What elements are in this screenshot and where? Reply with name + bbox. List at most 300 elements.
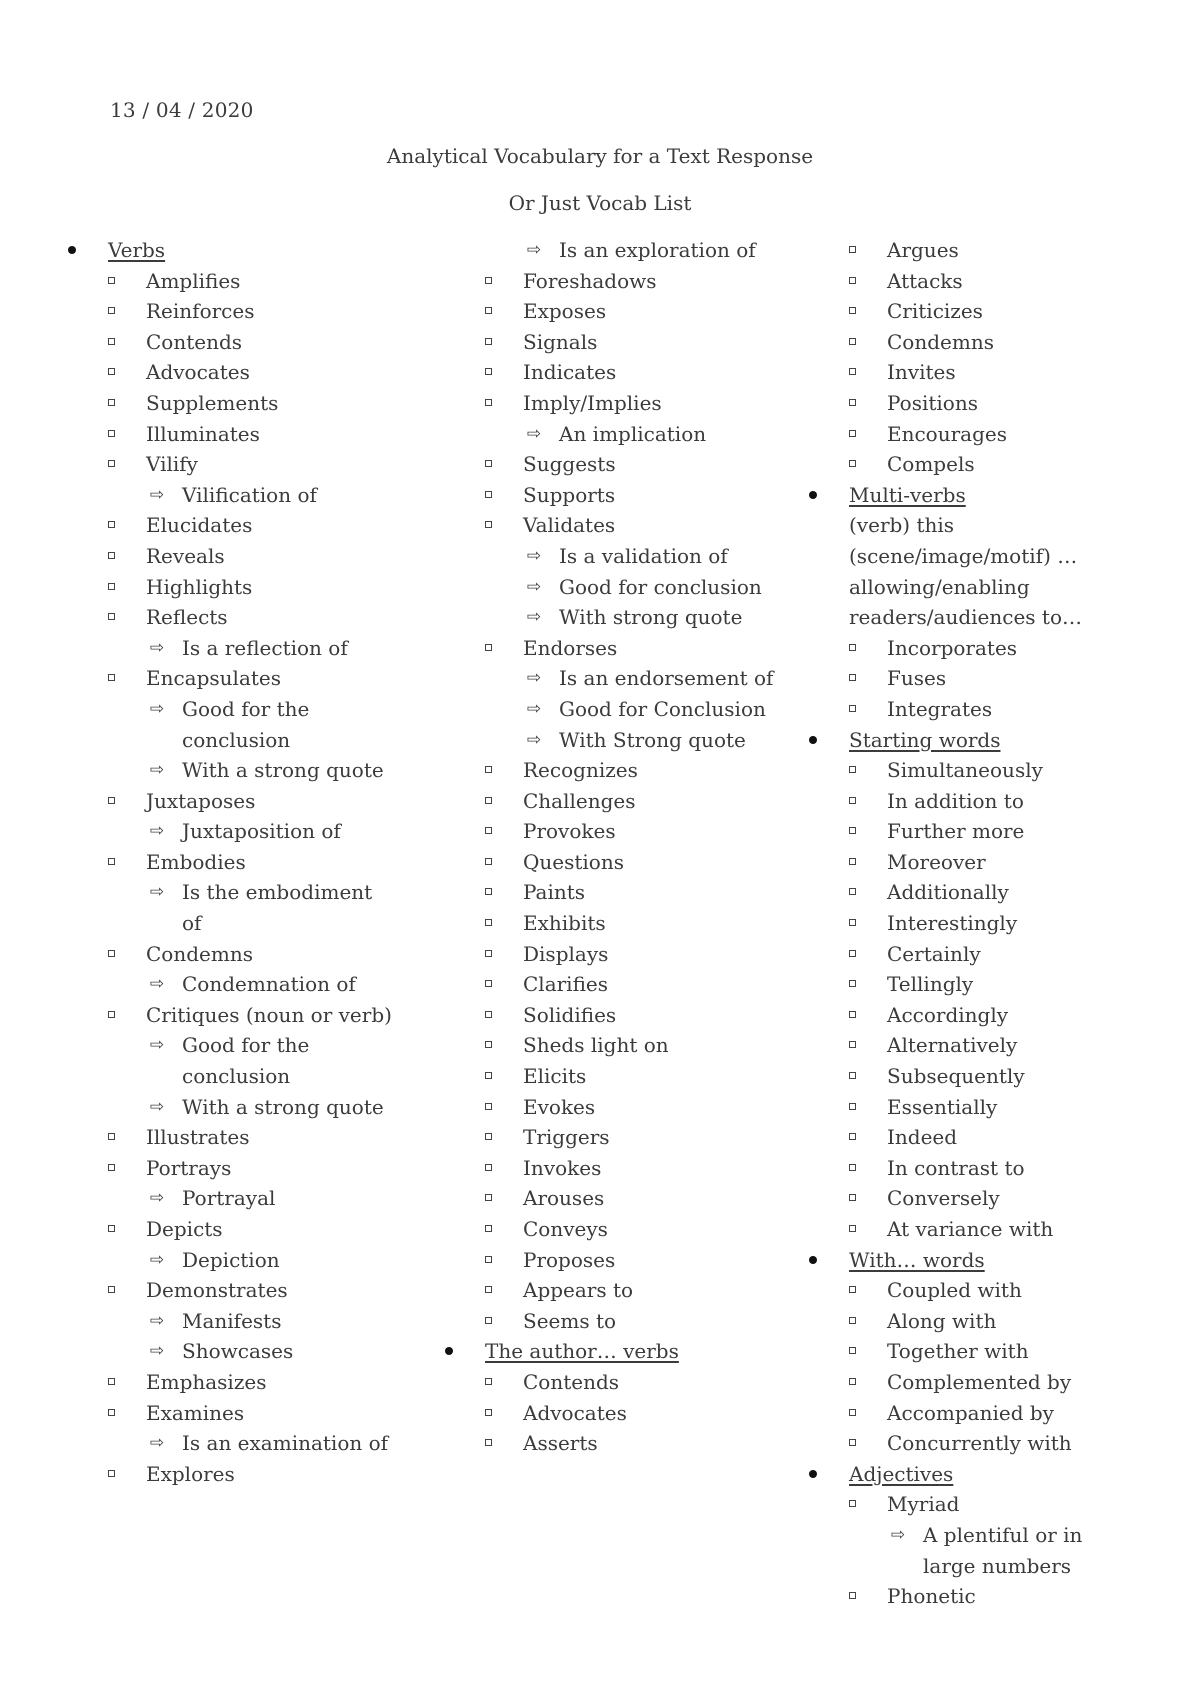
- vocab-item: [443, 877, 783, 908]
- square-bullet-icon: [849, 430, 856, 437]
- item-label: Concurrently with: [887, 1431, 1072, 1456]
- item-label: Emphasizes: [146, 1369, 267, 1394]
- vocab-item: [66, 541, 396, 572]
- vocab-subitem: [807, 1520, 1137, 1581]
- arrow-right-icon: ⇨: [526, 698, 542, 719]
- square-bullet-icon: [849, 368, 856, 375]
- vocab-subitem: [66, 1030, 396, 1091]
- item-label: Verbs: [108, 238, 166, 262]
- vocab-item: [66, 357, 396, 388]
- arrow-right-icon: ⇨: [149, 484, 165, 505]
- square-bullet-icon: [108, 1470, 115, 1477]
- vocab-item: [807, 908, 1137, 939]
- square-bullet-icon: [849, 858, 856, 865]
- square-bullet-icon: [849, 705, 856, 712]
- item-label: Elicits: [523, 1064, 587, 1089]
- arrow-right-icon: ⇨: [526, 607, 542, 628]
- item-label: In addition to: [887, 788, 1024, 813]
- item-label: Invites: [887, 360, 956, 385]
- vocab-item: [807, 1336, 1137, 1367]
- vocab-item: [807, 1122, 1137, 1153]
- vocab-item: [807, 388, 1137, 419]
- item-label: Manifests: [182, 1308, 282, 1333]
- item-label: Myriad: [887, 1492, 960, 1517]
- vocab-item: [66, 1000, 396, 1031]
- square-bullet-icon: [108, 552, 115, 559]
- item-label: Illuminates: [146, 421, 260, 446]
- square-bullet-icon: [108, 858, 115, 865]
- item-label: Sheds light on: [523, 1033, 669, 1058]
- vocab-subitem: [66, 1092, 396, 1123]
- vocab-item: [807, 1000, 1137, 1031]
- item-label: Integrates: [887, 696, 993, 721]
- vocab-item: [443, 1275, 783, 1306]
- section-heading: [807, 1245, 1137, 1276]
- square-bullet-icon: [108, 1409, 115, 1416]
- vocab-item: [807, 1428, 1137, 1459]
- item-label: Encourages: [887, 421, 1007, 446]
- item-label: Accordingly: [887, 1002, 1009, 1027]
- item-label: Starting words: [849, 727, 1001, 752]
- item-label: Fuses: [887, 666, 947, 691]
- vocab-item: [66, 1153, 396, 1184]
- vocab-column-1: [66, 235, 396, 1489]
- document-subtitle: Or Just Vocab List: [508, 191, 692, 215]
- square-bullet-icon: [108, 1225, 115, 1232]
- item-label: Moreover: [887, 849, 986, 874]
- square-bullet-icon: [485, 1072, 492, 1079]
- item-label: Endorses: [523, 635, 618, 660]
- vocab-column-3: [807, 235, 1137, 1612]
- square-bullet-icon: [849, 1500, 856, 1507]
- item-label: Is an endorsement of: [559, 666, 774, 691]
- vocab-item: [443, 1245, 783, 1276]
- item-label: Arouses: [523, 1186, 605, 1211]
- vocab-item: [443, 1122, 783, 1153]
- square-bullet-icon: [849, 1194, 856, 1201]
- arrow-right-icon: ⇨: [149, 882, 165, 903]
- item-label: Conveys: [523, 1217, 608, 1241]
- item-label: Indeed: [887, 1125, 958, 1150]
- square-bullet-icon: [485, 1041, 492, 1048]
- vocab-item: [443, 480, 783, 511]
- square-bullet-icon: [108, 1164, 115, 1171]
- item-label: Embodies: [146, 849, 246, 874]
- square-bullet-icon: [849, 644, 856, 651]
- square-bullet-icon: [849, 1072, 856, 1079]
- item-label: Good for the conclusion: [182, 696, 310, 752]
- vocab-subitem: [443, 541, 783, 572]
- vocab-item: [443, 1153, 783, 1184]
- item-label: Showcases: [182, 1339, 294, 1364]
- item-label: Encapsulates: [146, 666, 282, 691]
- vocab-item: [443, 1092, 783, 1123]
- arrow-right-icon: ⇨: [149, 1249, 165, 1270]
- item-label: Certainly: [887, 941, 981, 966]
- item-label: Depicts: [146, 1217, 223, 1241]
- vocab-item: [66, 602, 396, 633]
- item-label: Good for conclusion: [559, 574, 762, 599]
- square-bullet-icon: [485, 980, 492, 987]
- item-label: Incorporates: [887, 635, 1018, 660]
- arrow-right-icon: ⇨: [149, 1035, 165, 1056]
- vocab-subitem: [443, 663, 783, 694]
- item-label: Additionally: [887, 880, 1009, 905]
- square-bullet-icon: [108, 950, 115, 957]
- square-bullet-icon: [849, 1439, 856, 1446]
- item-label: Examines: [146, 1400, 245, 1425]
- square-bullet-icon: [849, 460, 856, 467]
- square-bullet-icon: [485, 1164, 492, 1171]
- item-label: Juxtaposes: [146, 788, 256, 813]
- square-bullet-icon: [849, 674, 856, 681]
- item-label: Compels: [887, 452, 975, 477]
- item-label: Reinforces: [146, 299, 255, 324]
- square-bullet-icon: [849, 1409, 856, 1416]
- vocab-item: [66, 847, 396, 878]
- arrow-right-icon: ⇨: [526, 668, 542, 689]
- vocab-item: [66, 572, 396, 603]
- square-bullet-icon: [849, 246, 856, 253]
- arrow-right-icon: ⇨: [526, 423, 542, 444]
- square-bullet-icon: [849, 980, 856, 987]
- square-bullet-icon: [849, 399, 856, 406]
- vocab-subitem: [443, 235, 783, 266]
- item-label: Good for the conclusion: [182, 1033, 310, 1089]
- item-label: Is a reflection of: [182, 635, 348, 660]
- item-label: Adjectives: [849, 1461, 954, 1486]
- item-label: Condemns: [146, 941, 253, 966]
- arrow-right-icon: ⇨: [149, 637, 165, 658]
- item-label: Tellingly: [887, 972, 974, 997]
- vocab-subitem: [66, 480, 396, 511]
- item-label: Displays: [523, 941, 609, 966]
- square-bullet-icon: [849, 827, 856, 834]
- vocab-item: [443, 357, 783, 388]
- vocab-subitem: [66, 877, 396, 938]
- square-bullet-icon: [108, 368, 115, 375]
- document-date: 13 / 04 / 2020: [110, 98, 254, 122]
- square-bullet-icon: [485, 338, 492, 345]
- vocab-item: [66, 1275, 396, 1306]
- square-bullet-icon: [485, 1194, 492, 1201]
- item-label: Phonetic: [887, 1584, 976, 1609]
- square-bullet-icon: [485, 1317, 492, 1324]
- item-label: Exposes: [523, 299, 607, 324]
- vocab-item: [807, 1214, 1137, 1245]
- item-label: Attacks: [887, 268, 963, 293]
- square-bullet-icon: [485, 1133, 492, 1140]
- square-bullet-icon: [485, 1256, 492, 1263]
- vocab-item: [443, 1030, 783, 1061]
- vocab-item: [807, 1183, 1137, 1214]
- vocab-subitem: [443, 572, 783, 603]
- vocab-subitem: [66, 1306, 396, 1337]
- arrow-right-icon: ⇨: [149, 698, 165, 719]
- vocab-subitem: [66, 1428, 396, 1459]
- square-bullet-icon: [485, 797, 492, 804]
- vocab-column-2: [443, 235, 783, 1459]
- square-bullet-icon: [849, 1347, 856, 1354]
- square-bullet-icon: [485, 277, 492, 284]
- arrow-right-icon: ⇨: [149, 1096, 165, 1117]
- item-label: Argues: [887, 238, 959, 262]
- item-label: Advocates: [146, 360, 250, 385]
- vocab-item: [807, 327, 1137, 358]
- square-bullet-icon: [849, 1011, 856, 1018]
- item-label: Interestingly: [887, 911, 1018, 936]
- item-label: Supplements: [146, 390, 279, 415]
- vocab-item: [443, 969, 783, 1000]
- vocab-item: [66, 1459, 396, 1490]
- vocab-item: [443, 847, 783, 878]
- item-label: Demonstrates: [146, 1278, 288, 1303]
- item-label: Vilification of: [182, 482, 317, 507]
- square-bullet-icon: [108, 1133, 115, 1140]
- vocab-item: [807, 1581, 1137, 1612]
- item-label: Along with: [887, 1308, 997, 1333]
- item-label: Criticizes: [887, 299, 983, 324]
- vocab-item: [807, 847, 1137, 878]
- item-label: Portrayal: [182, 1186, 276, 1211]
- item-label: Signals: [523, 329, 598, 354]
- item-label: Validates: [523, 513, 616, 538]
- item-label: In contrast to: [887, 1155, 1025, 1180]
- square-bullet-icon: [849, 797, 856, 804]
- arrow-right-icon: ⇨: [526, 545, 542, 566]
- square-bullet-icon: [849, 1164, 856, 1171]
- item-label: Contends: [523, 1369, 620, 1394]
- vocab-item: [807, 266, 1137, 297]
- square-bullet-icon: [849, 919, 856, 926]
- item-label: Indicates: [523, 360, 617, 385]
- item-label: Challenges: [523, 788, 636, 813]
- square-bullet-icon: [108, 521, 115, 528]
- square-bullet-icon: [849, 888, 856, 895]
- item-label: With… words: [849, 1247, 985, 1272]
- section-heading: [807, 1459, 1137, 1490]
- arrow-right-icon: ⇨: [526, 576, 542, 597]
- item-label: With a strong quote: [182, 758, 384, 783]
- bullet-icon: [809, 491, 817, 499]
- arrow-right-icon: ⇨: [149, 1188, 165, 1209]
- item-label: Invokes: [523, 1155, 602, 1180]
- vocab-item: [443, 1214, 783, 1245]
- item-label: Is the embodiment of: [182, 880, 373, 936]
- vocab-item: [66, 786, 396, 817]
- item-label: Reflects: [146, 605, 228, 630]
- item-label: Coupled with: [887, 1278, 1022, 1303]
- item-label: Juxtaposition of: [182, 819, 341, 844]
- item-label: Clarifies: [523, 972, 609, 997]
- item-label: Suggests: [523, 452, 616, 477]
- section-heading: [66, 235, 396, 266]
- vocab-item: [807, 235, 1137, 266]
- square-bullet-icon: [108, 583, 115, 590]
- vocab-item: [443, 1183, 783, 1214]
- vocab-item: [443, 786, 783, 817]
- vocab-item: [807, 1398, 1137, 1429]
- item-label: Appears to: [523, 1278, 634, 1303]
- arrow-right-icon: ⇨: [149, 1310, 165, 1331]
- item-label: Recognizes: [523, 758, 638, 783]
- vocab-item: [807, 633, 1137, 664]
- vocab-item: [443, 266, 783, 297]
- item-label: Conversely: [887, 1186, 1000, 1211]
- vocab-item: [807, 357, 1137, 388]
- vocab-item: [66, 388, 396, 419]
- item-label: Subsequently: [887, 1064, 1025, 1089]
- section-note: (verb) this (scene/image/motif) … allowing/enabling readers/audiences to…: [849, 513, 1082, 630]
- section-heading: [443, 1336, 783, 1367]
- vocab-item: [807, 1367, 1137, 1398]
- vocab-item: [66, 1214, 396, 1245]
- square-bullet-icon: [849, 1133, 856, 1140]
- item-label: Reveals: [146, 543, 225, 568]
- square-bullet-icon: [485, 1225, 492, 1232]
- square-bullet-icon: [485, 368, 492, 375]
- square-bullet-icon: [108, 430, 115, 437]
- vocab-item: [443, 327, 783, 358]
- vocab-item: [807, 296, 1137, 327]
- item-label: Triggers: [523, 1125, 610, 1150]
- square-bullet-icon: [849, 307, 856, 314]
- vocab-item: [66, 1398, 396, 1429]
- item-label: Together with: [887, 1339, 1029, 1364]
- item-label: Is an examination of: [182, 1431, 389, 1456]
- square-bullet-icon: [108, 307, 115, 314]
- vocab-item: [807, 694, 1137, 725]
- vocab-item: [66, 266, 396, 297]
- vocab-subitem: [66, 633, 396, 664]
- square-bullet-icon: [849, 1592, 856, 1599]
- item-label: Highlights: [146, 574, 253, 599]
- square-bullet-icon: [485, 1378, 492, 1385]
- arrow-right-icon: ⇨: [526, 729, 542, 750]
- vocab-item: [443, 1428, 783, 1459]
- vocab-item: [807, 1306, 1137, 1337]
- vocab-item: [807, 419, 1137, 450]
- item-label: Condemnation of: [182, 972, 356, 997]
- item-label: Good for Conclusion: [559, 696, 766, 721]
- square-bullet-icon: [108, 797, 115, 804]
- vocab-subitem: [66, 694, 396, 755]
- arrow-right-icon: ⇨: [149, 760, 165, 781]
- item-label: With a strong quote: [182, 1094, 384, 1119]
- vocab-item: [443, 755, 783, 786]
- vocab-item: [443, 296, 783, 327]
- item-label: The author… verbs: [485, 1339, 679, 1364]
- square-bullet-icon: [485, 307, 492, 314]
- item-label: Elucidates: [146, 513, 253, 538]
- item-label: Asserts: [523, 1431, 598, 1456]
- item-label: Further more: [887, 819, 1025, 844]
- vocab-item: [66, 939, 396, 970]
- item-label: Contends: [146, 329, 243, 354]
- vocab-item: [807, 1030, 1137, 1061]
- item-label: Explores: [146, 1461, 235, 1486]
- square-bullet-icon: [485, 950, 492, 957]
- vocab-item: [443, 816, 783, 847]
- item-label: Alternatively: [887, 1033, 1018, 1058]
- square-bullet-icon: [485, 858, 492, 865]
- vocab-item: [66, 663, 396, 694]
- square-bullet-icon: [485, 766, 492, 773]
- square-bullet-icon: [849, 277, 856, 284]
- vocab-item: [807, 786, 1137, 817]
- vocab-item: [443, 1061, 783, 1092]
- vocab-item: [443, 908, 783, 939]
- item-label: Complemented by: [887, 1369, 1072, 1394]
- item-label: Amplifies: [146, 268, 241, 293]
- item-label: Solidifies: [523, 1002, 617, 1027]
- arrow-right-icon: ⇨: [149, 974, 165, 995]
- square-bullet-icon: [849, 1317, 856, 1324]
- square-bullet-icon: [108, 613, 115, 620]
- item-label: With Strong quote: [559, 727, 746, 752]
- vocab-item: [807, 1489, 1137, 1520]
- section-heading: [807, 725, 1137, 756]
- vocab-item: [443, 939, 783, 970]
- square-bullet-icon: [485, 1409, 492, 1416]
- vocab-item: [443, 388, 783, 419]
- square-bullet-icon: [108, 674, 115, 681]
- vocab-item: [807, 877, 1137, 908]
- item-label: Condemns: [887, 329, 994, 354]
- square-bullet-icon: [485, 919, 492, 926]
- item-label: Multi-verbs: [849, 482, 966, 507]
- square-bullet-icon: [849, 1225, 856, 1232]
- square-bullet-icon: [108, 1286, 115, 1293]
- vocab-subitem: [66, 969, 396, 1000]
- item-label: Questions: [523, 849, 624, 874]
- vocab-subitem: [66, 1336, 396, 1367]
- vocab-subitem: [443, 725, 783, 756]
- vocab-item: [807, 1061, 1137, 1092]
- square-bullet-icon: [485, 491, 492, 498]
- arrow-right-icon: ⇨: [526, 240, 542, 260]
- item-label: Accompanied by: [887, 1400, 1054, 1425]
- square-bullet-icon: [849, 766, 856, 773]
- arrow-right-icon: ⇨: [149, 821, 165, 842]
- bullet-icon: [809, 736, 817, 744]
- square-bullet-icon: [108, 460, 115, 467]
- vocab-item: [66, 327, 396, 358]
- document-title: Analytical Vocabulary for a Text Response: [386, 144, 814, 168]
- bullet-icon: [68, 246, 76, 254]
- vocab-item: [443, 1398, 783, 1429]
- square-bullet-icon: [485, 1103, 492, 1110]
- square-bullet-icon: [108, 338, 115, 345]
- vocab-item: [66, 296, 396, 327]
- vocab-item: [66, 419, 396, 450]
- square-bullet-icon: [485, 888, 492, 895]
- item-label: Illustrates: [146, 1125, 250, 1150]
- item-label: Seems to: [523, 1308, 617, 1333]
- square-bullet-icon: [485, 644, 492, 651]
- vocab-item: [807, 1275, 1137, 1306]
- square-bullet-icon: [108, 399, 115, 406]
- item-label: Critiques (noun or verb): [146, 1002, 392, 1027]
- square-bullet-icon: [485, 1439, 492, 1446]
- vocab-subitem: [66, 1245, 396, 1276]
- vocab-item: [807, 939, 1137, 970]
- item-label: Supports: [523, 482, 616, 507]
- square-bullet-icon: [849, 950, 856, 957]
- square-bullet-icon: [849, 1103, 856, 1110]
- item-label: Foreshadows: [523, 268, 657, 293]
- vocab-item: [807, 449, 1137, 480]
